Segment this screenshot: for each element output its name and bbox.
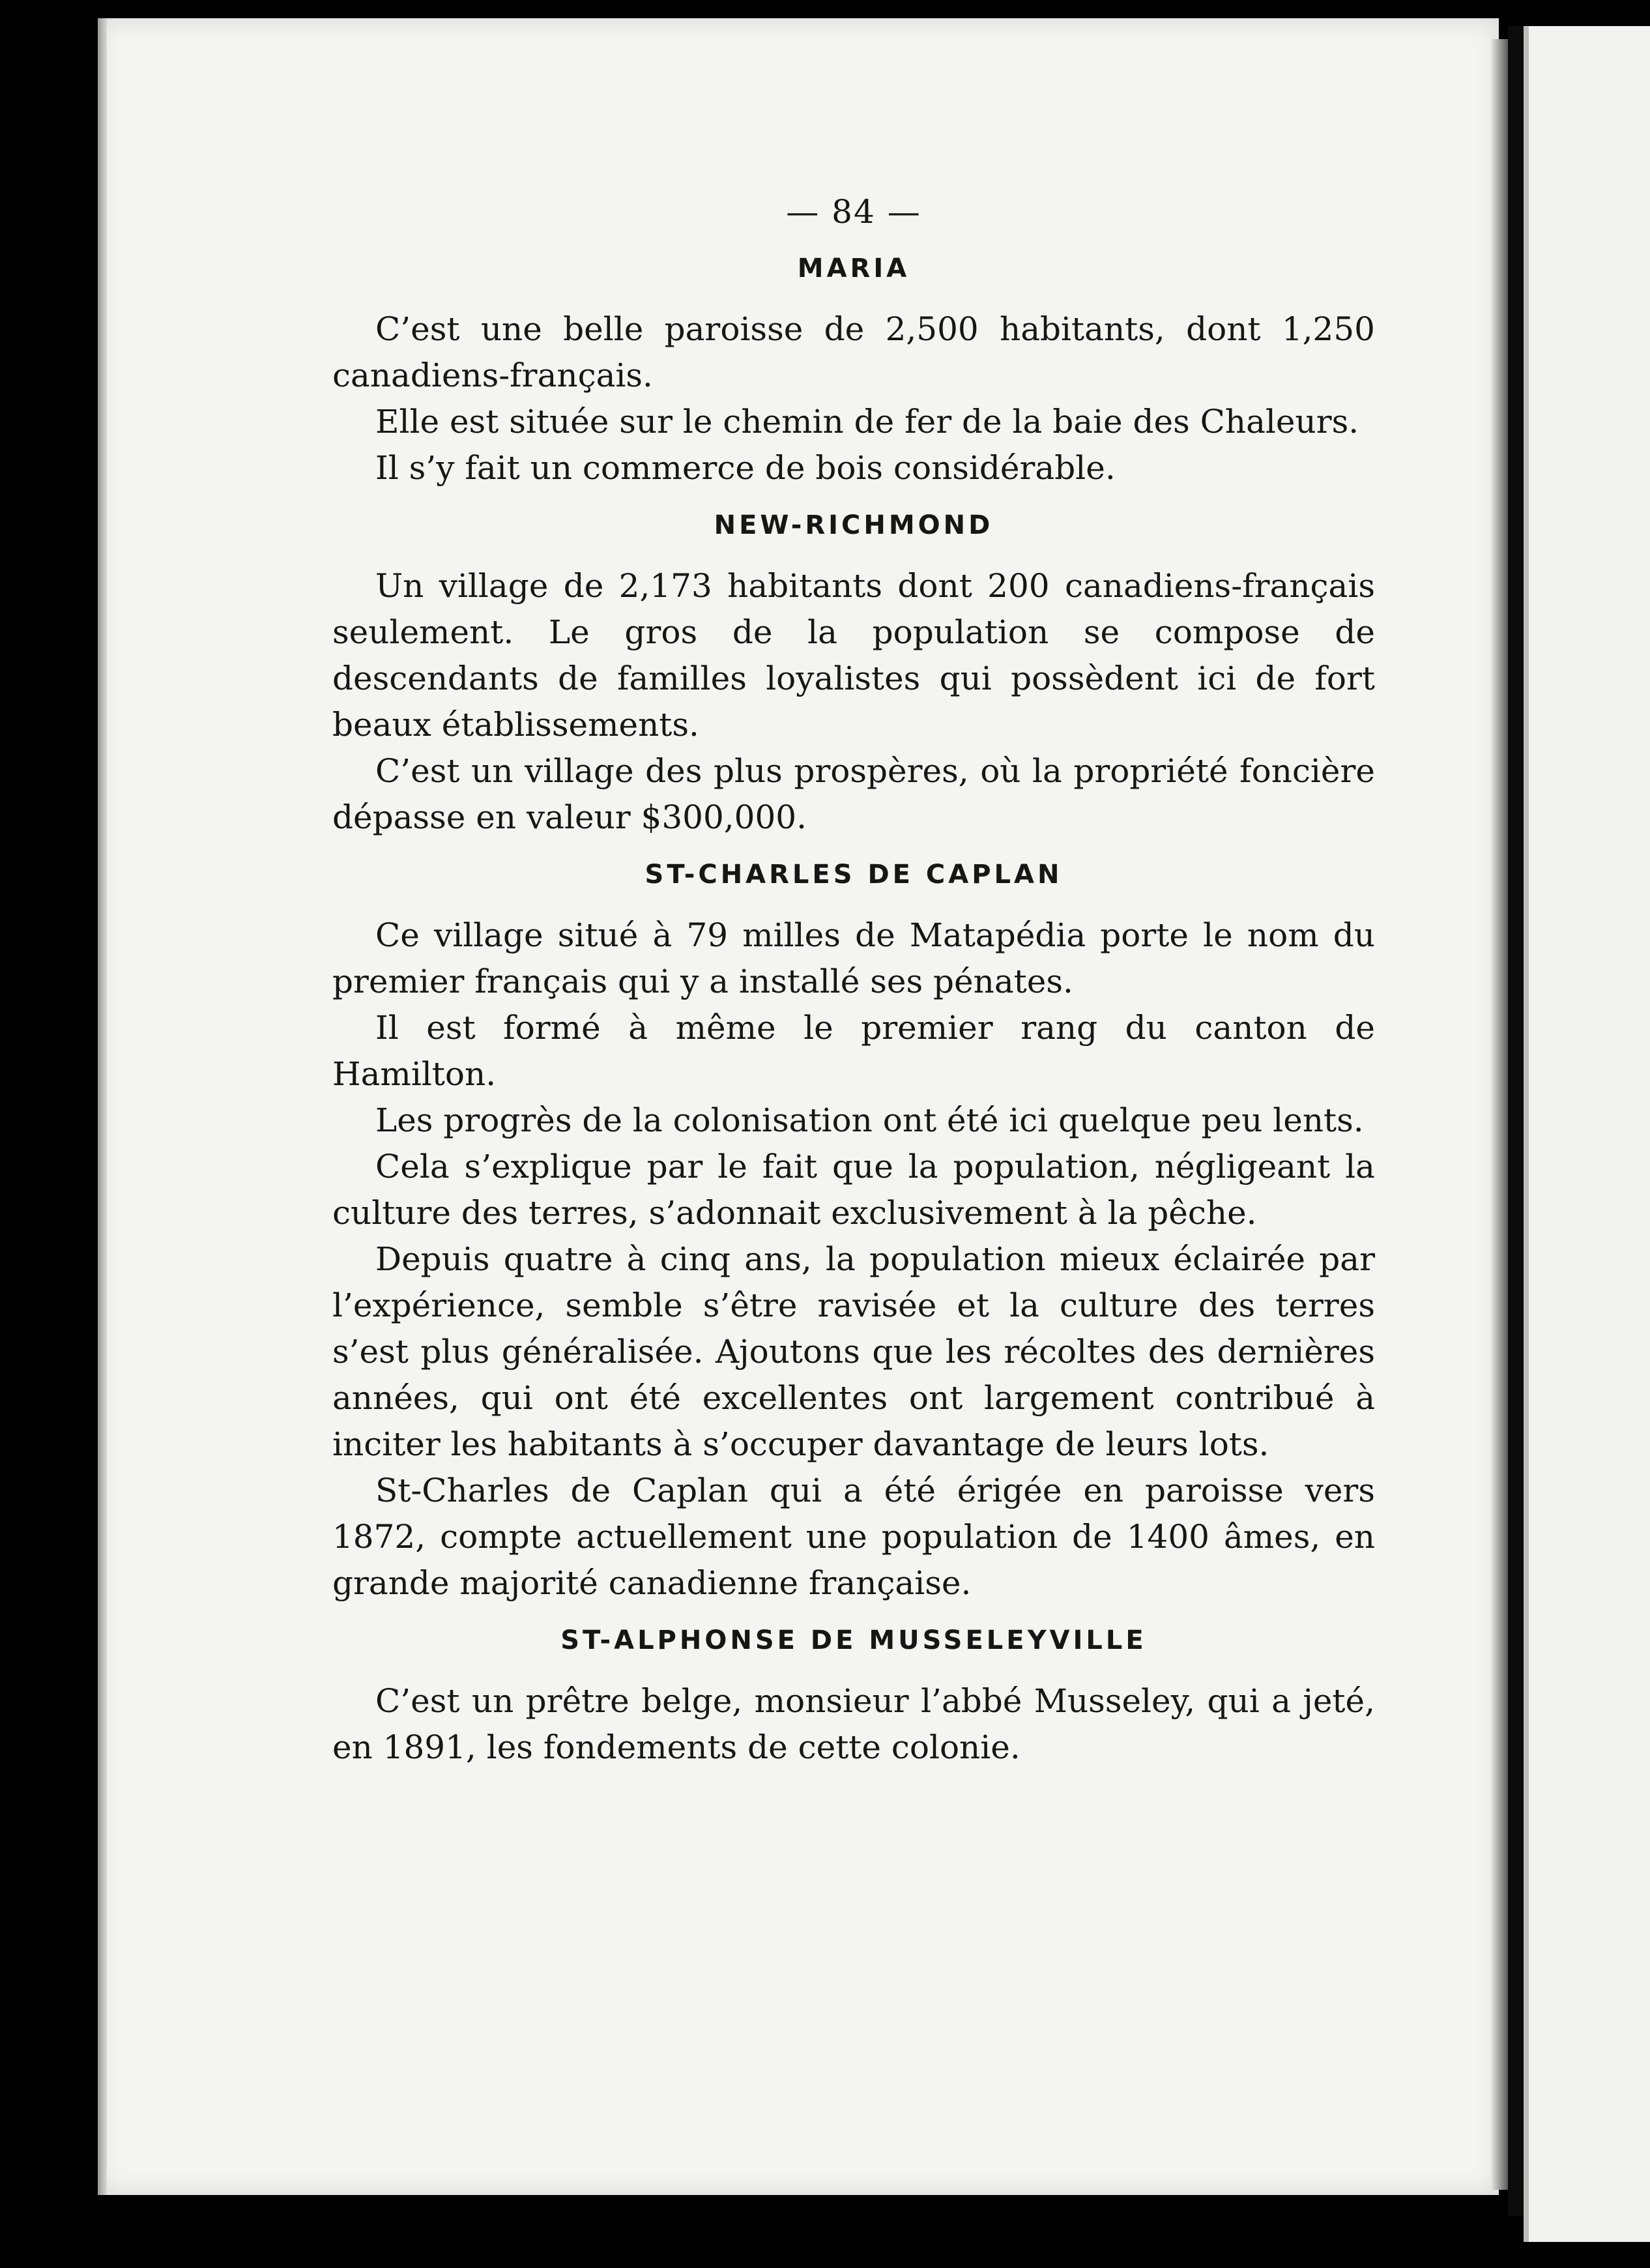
section-heading: MARIA	[797, 254, 910, 284]
paragraph: Un village de 2,173 habitants dont 200 canadiens-français seulement. Le gros de la population se compose de descendants de familles loyalistes qui possèdent ici de fort beaux établissements.	[332, 567, 1375, 744]
page-left-edge	[98, 18, 107, 2195]
paragraph: Depuis quatre à cinq ans, la population mieux éclairée par l’expérience, semble s’être ravisée et la culture des terres s’est plus généralisée. Ajoutons que les récoltes des dernières années, qui ont été excellentes ont largement contribué à inciter les habitants à s’occuper davantage de leurs lots.	[332, 1240, 1375, 1463]
section-heading: NEW-RICHMOND	[714, 510, 994, 540]
page-number: — 84 —	[786, 193, 921, 231]
section-heading: ST-CHARLES DE CAPLAN	[644, 860, 1063, 890]
book-gutter	[1508, 26, 1524, 2216]
page-right-edge	[1491, 39, 1508, 2190]
facing-page-edge	[1524, 26, 1650, 2242]
paragraph: Elle est située sur le chemin de fer de la baie des Chaleurs.	[375, 403, 1359, 441]
paragraph: C’est une belle paroisse de 2,500 habitants, dont 1,250 canadiens-français.	[332, 310, 1375, 394]
section-st-charles-de-caplan	[332, 855, 1375, 1606]
paragraph: Ce village situé à 79 milles de Matapédia porte le nom du premier français qui y a installé ses pénates.	[332, 916, 1375, 1000]
paragraph: Il s’y fait un commerce de bois considérable.	[375, 449, 1116, 487]
paragraph: C’est un prêtre belge, monsieur l’abbé Musseley, qui a jeté, en 1891, les fondements de cette colonie.	[332, 1682, 1375, 1766]
section-maria	[332, 249, 1375, 491]
page-content	[332, 189, 1375, 1771]
section-new-richmond	[332, 506, 1375, 841]
section-heading: ST-ALPHONSE DE MUSSELEYVILLE	[560, 1625, 1147, 1655]
section-st-alphonse-de-musseleyville	[332, 1621, 1375, 1771]
paragraph: Il est formé à même le premier rang du canton de Hamilton.	[332, 1009, 1375, 1093]
paragraph: C’est un village des plus prospères, où la propriété foncière dépasse en valeur $300,000.	[332, 752, 1375, 836]
paragraph: Les progrès de la colonisation ont été ici quelque peu lents.	[375, 1101, 1364, 1139]
paragraph: Cela s’explique par le fait que la population, négligeant la culture des terres, s’adonnait exclusivement à la pêche.	[332, 1148, 1375, 1232]
paragraph: St-Charles de Caplan qui a été érigée en paroisse vers 1872, compte actuellement une population de 1400 âmes, en grande majorité canadienne française.	[332, 1472, 1375, 1602]
facing-page-border	[1524, 26, 1529, 2242]
